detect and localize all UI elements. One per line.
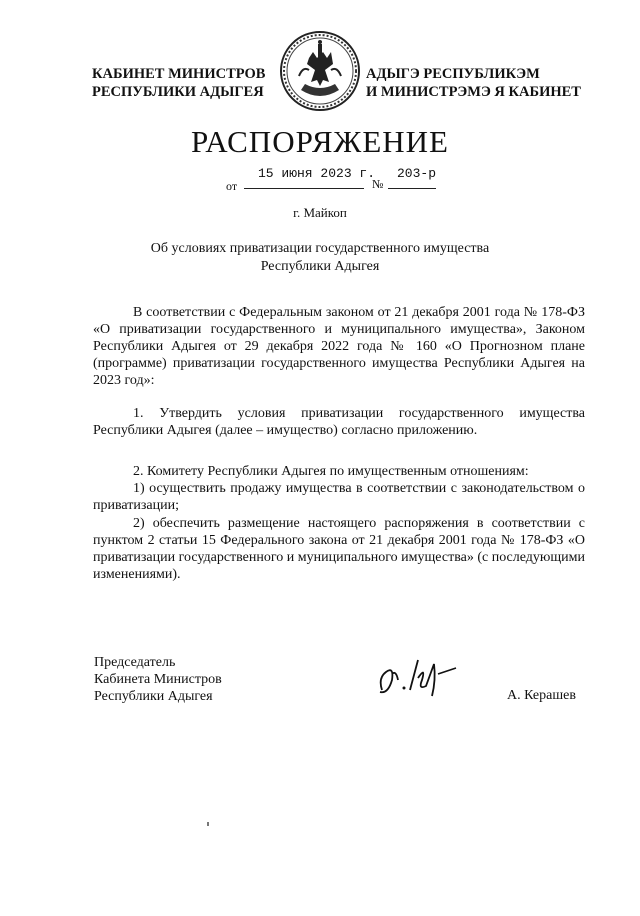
signatory-line3: Республики Адыгея xyxy=(94,689,213,704)
paragraph-item-2: 2. Комитету Республики Адыгея по имущественным отношениям: xyxy=(133,464,529,479)
number-underline xyxy=(388,188,436,189)
document-number: 203-р xyxy=(397,166,437,181)
header-left-line2: РЕСПУБЛИКИ АДЫГЕЯ xyxy=(92,84,264,100)
document-subject xyxy=(0,240,640,276)
date-prefix: от xyxy=(226,179,238,193)
header-left-line1: КАБИНЕТ МИНИСТРОВ xyxy=(92,66,266,82)
city-label: г. Майкоп xyxy=(293,205,347,220)
signatory-line2: Кабинета Министров xyxy=(94,672,222,687)
scan-mark xyxy=(207,822,209,826)
paragraph-preamble: В соответствии с Федеральным законом от 21 декабря 2001 года № 178-ФЗ «О приватизации государственного и муниципального имущества», Законом Республики Адыгея от 29 декабря 2022 года № 160 «О Прогнозном плане (программе) приватизации государственного имущества Республики Адыгея на 2023 год»: xyxy=(93,305,585,388)
handwritten-signature xyxy=(374,650,464,700)
header-right-line2: И МИНИСТРЭМЭ Я КАБИНЕТ xyxy=(366,84,581,100)
subject-line2: Республики Адыгея xyxy=(260,259,380,274)
document-title: РАСПОРЯЖЕНИЕ xyxy=(191,124,449,159)
header-left xyxy=(92,65,265,101)
number-prefix: № xyxy=(372,177,384,191)
header-right xyxy=(366,65,581,101)
date-underline xyxy=(244,188,364,189)
signatory-title xyxy=(94,654,222,705)
document-date: 15 июня 2023 г. xyxy=(258,166,376,181)
paragraph-item-2-2: 2) обеспечить размещение настоящего распоряжения в соответствии с пунктом 2 статьи 15 Федерального закона от 21 декабря 2001 года № 178-ФЗ «О приватизации государственного и муниципального имущества» (с последующими изменениями). xyxy=(93,516,585,582)
header-right-line1: АДЫГЭ РЕСПУБЛИКЭМ xyxy=(366,66,540,82)
paragraph-item-1: 1. Утвердить условия приватизации государственного имущества Республики Адыгея (далее – имущество) согласно приложению. xyxy=(93,406,585,438)
subject-line1: Об условиях приватизации государственного имущества xyxy=(150,241,490,256)
paragraph-item-2-1: 1) осуществить продажу имущества в соответствии с законодательством о приватизации; xyxy=(93,481,585,513)
coat-of-arms-emblem xyxy=(279,30,361,112)
date-number-line xyxy=(0,166,640,196)
signatory-line1: Председатель xyxy=(94,655,176,670)
signatory-name: А. Керашев xyxy=(507,688,576,703)
